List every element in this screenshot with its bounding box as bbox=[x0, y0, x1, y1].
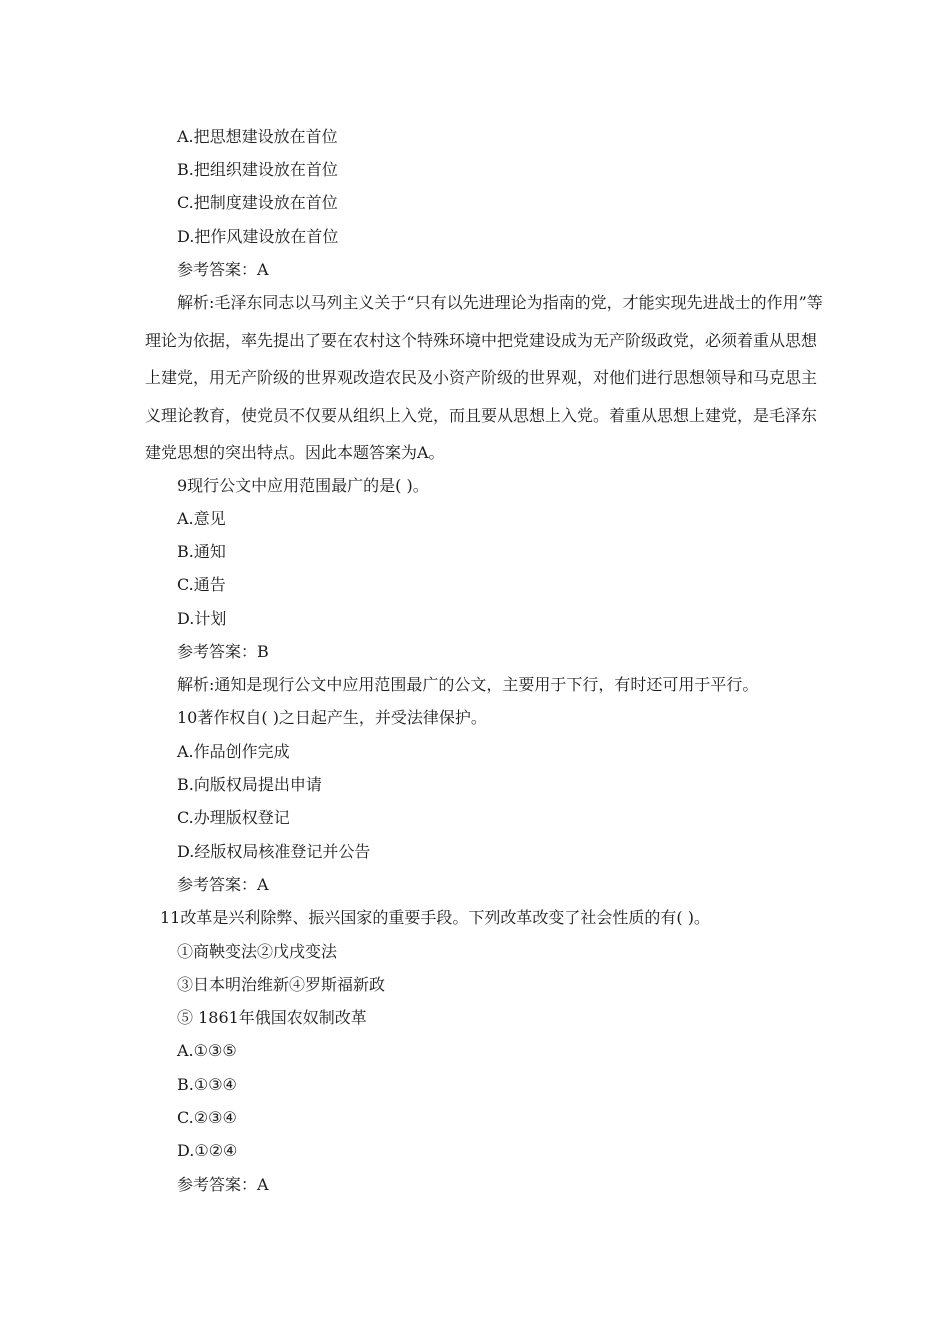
q9-option-d: D.计划 bbox=[177, 609, 227, 628]
q9-option-b: B.通知 bbox=[177, 542, 226, 561]
q10-option-b: B.向版权局提出申请 bbox=[177, 775, 322, 794]
q10-option-c: C.办理版权登记 bbox=[177, 808, 290, 827]
q11-option-b: B.①③④ bbox=[177, 1075, 237, 1094]
q11-answer: 参考答案：A bbox=[177, 1175, 269, 1194]
q10-option-a: A.作品创作完成 bbox=[177, 742, 290, 761]
q8-analysis-text: 解析:毛泽东同志以马列主义关于“只有以先进理论为指南的党，才能实现先进战士的作用”等理论为依据，率先提出了要在农村这个特殊环境中把党建设成为无产阶级政党，必须着重从思想上建党，用无产阶级的世界观改造农民及小资产阶级的世界观，对他们进行思想领导和马克思主义理论教育，使党员不仅要从组织上入党，而且要从思想上入党。着重从思想上建党，是毛泽东建党思想的突出特点。因此本题答案为A。 bbox=[145, 293, 823, 462]
q9-option-a: A.意见 bbox=[177, 509, 226, 528]
q10-option-d: D.经版权局核准登记并公告 bbox=[177, 842, 371, 861]
q9-option-c: C.通告 bbox=[177, 575, 226, 594]
q8-analysis bbox=[145, 284, 825, 472]
q11-item-3: ⑤ 1861年俄国农奴制改革 bbox=[177, 1008, 367, 1027]
q8-option-b: B.把组织建设放在首位 bbox=[177, 160, 338, 179]
q10-question: 10著作权自( )之日起产生，并受法律保护。 bbox=[177, 708, 487, 727]
q11-item-1: ①商鞅变法②戊戌变法 bbox=[177, 942, 338, 961]
q8-option-a: A.把思想建设放在首位 bbox=[177, 127, 338, 146]
q9-answer: 参考答案：B bbox=[177, 642, 269, 661]
q11-option-c: C.②③④ bbox=[177, 1108, 237, 1127]
q8-option-c: C.把制度建设放在首位 bbox=[177, 193, 338, 212]
q11-question: 11改革是兴利除弊、振兴国家的重要手段。下列改革改变了社会性质的有( )。 bbox=[160, 908, 710, 927]
q11-option-a: A.①③⑤ bbox=[177, 1041, 237, 1060]
q11-option-d: D.①②④ bbox=[177, 1141, 238, 1160]
q9-question: 9现行公文中应用范围最广的是( )。 bbox=[177, 476, 429, 495]
q11-item-2: ③日本明治维新④罗斯福新政 bbox=[177, 975, 386, 994]
q8-answer: 参考答案：A bbox=[177, 260, 269, 279]
q9-analysis: 解析:通知是现行公文中应用范围最广的公文，主要用于下行，有时还可用于平行。 bbox=[177, 675, 759, 694]
q8-option-d: D.把作风建设放在首位 bbox=[177, 227, 339, 246]
q10-answer: 参考答案：A bbox=[177, 875, 269, 894]
